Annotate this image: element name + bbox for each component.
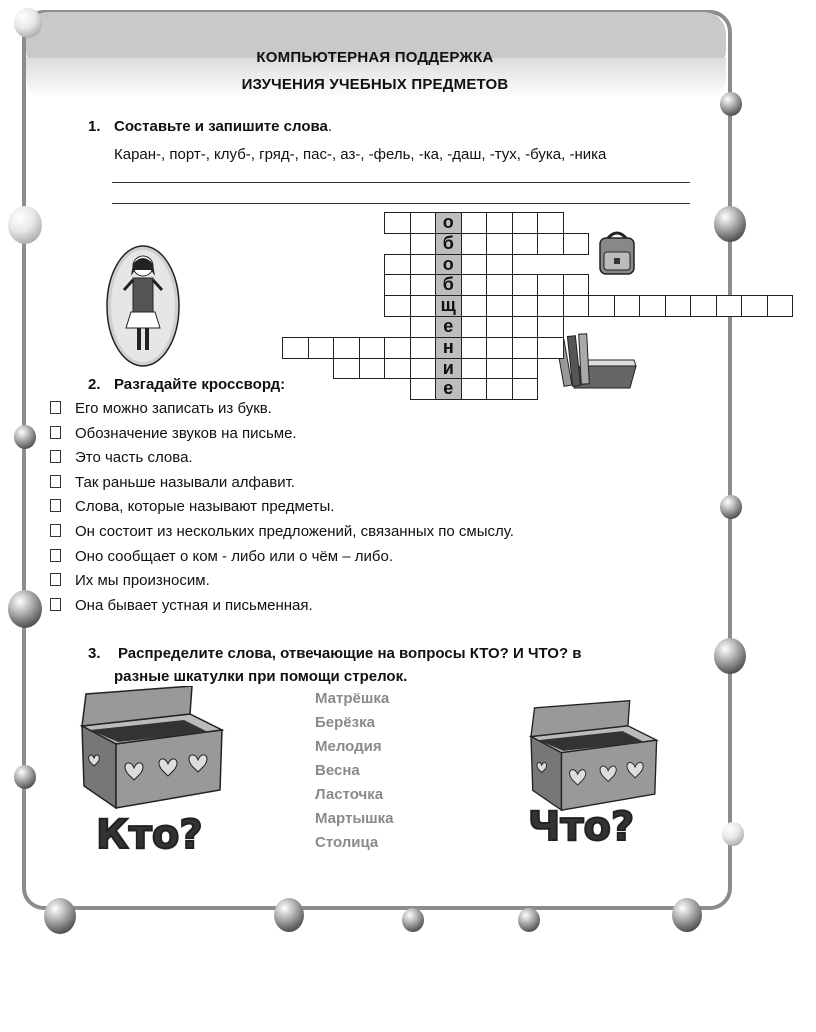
clue-item bbox=[50, 449, 193, 469]
sortable-word[interactable]: Мелодия bbox=[315, 738, 382, 755]
clue-item bbox=[50, 548, 393, 568]
crossword-cell[interactable] bbox=[537, 274, 564, 296]
bullet-box-icon bbox=[50, 499, 61, 512]
task2-title: Разгадайте кроссворд: bbox=[114, 376, 286, 393]
treasure-box-who-image bbox=[72, 686, 228, 816]
crossword-cell[interactable] bbox=[639, 295, 666, 317]
bead-decoration bbox=[722, 822, 744, 846]
bullet-box-icon bbox=[50, 524, 61, 537]
crossword-cell[interactable] bbox=[537, 233, 564, 255]
bead-decoration bbox=[44, 898, 76, 934]
crossword-cell[interactable] bbox=[461, 212, 488, 234]
crossword-cell[interactable] bbox=[333, 337, 360, 359]
bead-decoration bbox=[672, 898, 702, 932]
clue-item bbox=[50, 572, 210, 592]
crossword-cell[interactable] bbox=[512, 274, 539, 296]
crossword-cell[interactable] bbox=[486, 295, 513, 317]
crossword-cell[interactable] bbox=[486, 316, 513, 338]
bead-decoration bbox=[14, 765, 36, 789]
crossword-cell[interactable] bbox=[410, 337, 437, 359]
label-what: Что? bbox=[528, 804, 635, 850]
page-title-line1: КОМПЬЮТЕРНАЯ ПОДДЕРЖКА bbox=[256, 49, 494, 66]
crossword-cell[interactable] bbox=[384, 254, 411, 276]
clue-item bbox=[50, 597, 313, 617]
task1-title-end: . bbox=[327, 118, 333, 135]
task3-number: 3. bbox=[88, 645, 101, 662]
clue-text: Слова, которые называют предметы. bbox=[75, 498, 335, 516]
crossword-cell[interactable] bbox=[486, 378, 513, 400]
sortable-word[interactable]: Столица bbox=[315, 834, 379, 851]
sortable-word[interactable]: Матрёшка bbox=[315, 690, 390, 707]
crossword-cell[interactable] bbox=[308, 337, 335, 359]
crossword-key-cell[interactable]: о bbox=[435, 212, 462, 234]
crossword-cell[interactable] bbox=[461, 316, 488, 338]
crossword-cell[interactable] bbox=[410, 254, 437, 276]
crossword-cell[interactable] bbox=[384, 295, 411, 317]
crossword-cell[interactable] bbox=[461, 358, 488, 380]
bead-decoration bbox=[14, 425, 36, 449]
crossword-cell[interactable] bbox=[486, 274, 513, 296]
crossword-cell[interactable] bbox=[512, 378, 539, 400]
clue-text: Так раньше называли алфавит. bbox=[75, 473, 295, 491]
bead-decoration bbox=[8, 206, 42, 244]
crossword-cell[interactable] bbox=[461, 274, 488, 296]
task3-title-line2: разные шкатулки при помощи стрелок. bbox=[114, 668, 408, 685]
crossword-cell[interactable] bbox=[537, 212, 564, 234]
crossword-cell[interactable] bbox=[512, 358, 539, 380]
crossword-cell[interactable] bbox=[410, 358, 437, 380]
bullet-box-icon bbox=[50, 549, 61, 562]
bullet-box-icon bbox=[50, 475, 61, 488]
clue-text: Он состоит из нескольких предложений, связанных по смыслу. bbox=[75, 523, 514, 540]
crossword-key-cell[interactable]: н bbox=[435, 337, 462, 359]
crossword-cell[interactable] bbox=[665, 295, 692, 317]
crossword-cell[interactable] bbox=[461, 254, 488, 276]
crossword-cell[interactable] bbox=[384, 337, 411, 359]
bead-decoration bbox=[714, 638, 746, 674]
sortable-word[interactable]: Ласточка bbox=[315, 786, 384, 803]
crossword-cell[interactable] bbox=[563, 295, 590, 317]
crossword-key-cell[interactable]: е bbox=[435, 316, 462, 338]
crossword-cell[interactable] bbox=[333, 358, 360, 380]
crossword-cell[interactable] bbox=[486, 254, 513, 276]
crossword-cell[interactable] bbox=[537, 316, 564, 338]
answer-line bbox=[112, 203, 690, 204]
crossword-cell[interactable] bbox=[614, 295, 641, 317]
crossword-cell[interactable] bbox=[359, 337, 386, 359]
crossword-cell[interactable] bbox=[410, 212, 437, 234]
crossword-cell[interactable] bbox=[282, 337, 309, 359]
crossword-cell[interactable] bbox=[410, 233, 437, 255]
bead-decoration bbox=[402, 908, 424, 932]
books-icon bbox=[552, 330, 642, 394]
crossword-cell[interactable] bbox=[486, 212, 513, 234]
crossword-cell[interactable] bbox=[410, 316, 437, 338]
task3-title-line1: Распределите слова, отвечающие на вопросы КТО? И ЧТО? в bbox=[118, 645, 582, 662]
crossword-cell[interactable] bbox=[410, 378, 437, 400]
crossword-cell[interactable] bbox=[741, 295, 768, 317]
clue-text: Его можно записать из букв. bbox=[75, 400, 272, 417]
crossword-cell[interactable] bbox=[461, 378, 488, 400]
crossword-cell[interactable] bbox=[486, 337, 513, 359]
crossword-key-cell[interactable]: б bbox=[435, 233, 462, 255]
bead-decoration bbox=[714, 206, 746, 242]
girl-illustration bbox=[104, 244, 182, 368]
crossword-cell[interactable] bbox=[410, 295, 437, 317]
crossword-cell[interactable] bbox=[486, 358, 513, 380]
crossword-cell[interactable] bbox=[410, 274, 437, 296]
crossword-cell[interactable] bbox=[767, 295, 794, 317]
crossword-cell[interactable] bbox=[486, 233, 513, 255]
crossword-cell[interactable] bbox=[512, 295, 539, 317]
crossword-cell[interactable] bbox=[461, 295, 488, 317]
bead-decoration bbox=[720, 92, 742, 116]
answer-line bbox=[112, 182, 690, 183]
crossword-cell[interactable] bbox=[563, 233, 590, 255]
bullet-box-icon bbox=[50, 401, 61, 414]
crossword-cell[interactable] bbox=[690, 295, 717, 317]
task1-title-text: Составьте и запишите слова bbox=[114, 118, 328, 135]
bullet-box-icon bbox=[50, 426, 61, 439]
crossword-cell[interactable] bbox=[384, 212, 411, 234]
clue-item bbox=[50, 474, 295, 494]
clue-text: Оно сообщает о ком - либо или о чём – либо. bbox=[75, 547, 393, 565]
crossword-cell[interactable] bbox=[512, 212, 539, 234]
crossword-cell[interactable] bbox=[359, 358, 386, 380]
clue-item bbox=[50, 425, 297, 445]
crossword-cell[interactable] bbox=[537, 337, 564, 359]
crossword-cell[interactable] bbox=[384, 274, 411, 296]
clue-item bbox=[50, 498, 334, 518]
crossword-key-cell[interactable]: е bbox=[435, 378, 462, 400]
bead-decoration bbox=[720, 495, 742, 519]
bullet-box-icon bbox=[50, 450, 61, 463]
crossword-key-cell[interactable]: о bbox=[435, 254, 462, 276]
backpack-icon bbox=[594, 228, 642, 278]
task1-title bbox=[114, 118, 332, 135]
clue-item bbox=[50, 523, 514, 543]
sortable-word[interactable]: Весна bbox=[315, 762, 360, 779]
bead-decoration bbox=[14, 8, 42, 38]
clue-text: Обозначение звуков на письме. bbox=[75, 424, 297, 442]
task1-number: 1. bbox=[88, 118, 101, 135]
bullet-box-icon bbox=[50, 573, 61, 586]
crossword-cell[interactable] bbox=[588, 295, 615, 317]
crossword-cell[interactable] bbox=[537, 295, 564, 317]
clue-text: Их мы произносим. bbox=[75, 572, 210, 590]
crossword-cell[interactable] bbox=[384, 358, 411, 380]
crossword-cell[interactable] bbox=[461, 337, 488, 359]
crossword-cell[interactable] bbox=[716, 295, 743, 317]
label-who: Кто? bbox=[96, 812, 203, 858]
crossword-key-cell[interactable]: щ bbox=[435, 295, 462, 317]
crossword-cell[interactable] bbox=[512, 337, 539, 359]
crossword-cell[interactable] bbox=[512, 233, 539, 255]
task1-word-parts: Каран-, порт-, клуб-, гряд-, пас-, аз-, -фель, -ка, -даш, -тух, -бука, -ника bbox=[114, 146, 607, 163]
sortable-word[interactable]: Берёзка bbox=[315, 714, 375, 731]
task2-number: 2. bbox=[88, 376, 101, 393]
bead-decoration bbox=[8, 590, 42, 628]
crossword-cell[interactable] bbox=[512, 316, 539, 338]
crossword-key-cell[interactable]: б bbox=[435, 274, 462, 296]
bullet-box-icon bbox=[50, 598, 61, 611]
page-title-line2: ИЗУЧЕНИЯ УЧЕБНЫХ ПРЕДМЕТОВ bbox=[241, 76, 509, 93]
crossword-key-cell[interactable]: и bbox=[435, 358, 462, 380]
crossword-cell[interactable] bbox=[461, 233, 488, 255]
clue-item bbox=[50, 400, 272, 420]
bead-decoration bbox=[274, 898, 304, 932]
crossword-cell[interactable] bbox=[563, 274, 590, 296]
treasure-box-what-image bbox=[522, 700, 662, 818]
clue-text: Она бывает устная и письменная. bbox=[75, 596, 313, 614]
bead-decoration bbox=[518, 908, 540, 932]
clue-text: Это часть слова. bbox=[75, 449, 193, 467]
sortable-word[interactable]: Мартышка bbox=[315, 810, 394, 827]
